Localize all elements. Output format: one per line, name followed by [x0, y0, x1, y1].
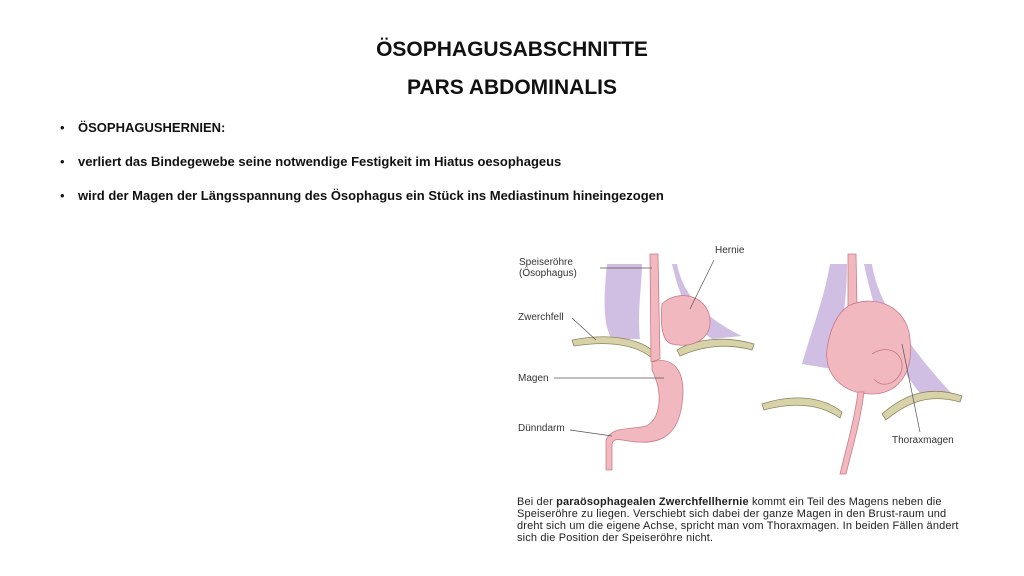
bullet-item: • wird der Magen der Längsspannung des Ösophagus ein Stück ins Mediastinum hineingezogen [60, 188, 664, 205]
bullet-item: • verliert das Bindegewebe seine notwendige Festigkeit im Hiatus oesophageus [60, 154, 664, 171]
label-zwerchfell: Zwerchfell [518, 312, 564, 323]
label-thoraxmagen: Thoraxmagen [892, 435, 954, 446]
stomach-left [606, 361, 683, 470]
label-speiseroehre: Speiseröhre [519, 257, 573, 268]
caption-text-rest: kommt ein Teil des Magens neben die Speiseröhre zu liegen. Verschiebt sich dabei der ganze Magen in den Brust-raum und dreht sich um die eigene Achse, spricht man vom Thoraxmagen. In beiden Fällen ändert sich die Position der Speiseröhre nicht. [517, 496, 959, 544]
duodenum-2 [840, 392, 864, 474]
diaphragm-left-2 [762, 398, 842, 418]
label-duenndarm: Dünndarm [518, 423, 565, 434]
esophagus [650, 254, 660, 362]
diaphragm-right-2 [882, 391, 962, 420]
bullet-list [60, 120, 664, 222]
thoracic-stomach [827, 301, 911, 394]
diaphragm-left [572, 337, 654, 358]
label-hernie: Hernie [715, 245, 745, 256]
anatomy-drawing [512, 244, 972, 484]
label-magen: Magen [518, 373, 549, 384]
slide-subtitle: PARS ABDOMINALIS [407, 76, 617, 99]
slide-title: ÖSOPHAGUSABSCHNITTE [376, 38, 648, 61]
bullet-item: • ÖSOPHAGUSHERNIEN: [60, 120, 664, 137]
hernia-bulge [661, 296, 710, 346]
pleura-left [605, 264, 642, 339]
figure-caption [517, 496, 969, 544]
label-oesophagus: (Ösophagus) [519, 268, 577, 279]
caption-bold-term: paraösophagealen Zwerchfellhernie [556, 496, 749, 508]
esophagus-2 [848, 254, 857, 308]
caption-text-start: Bei der [517, 496, 557, 508]
